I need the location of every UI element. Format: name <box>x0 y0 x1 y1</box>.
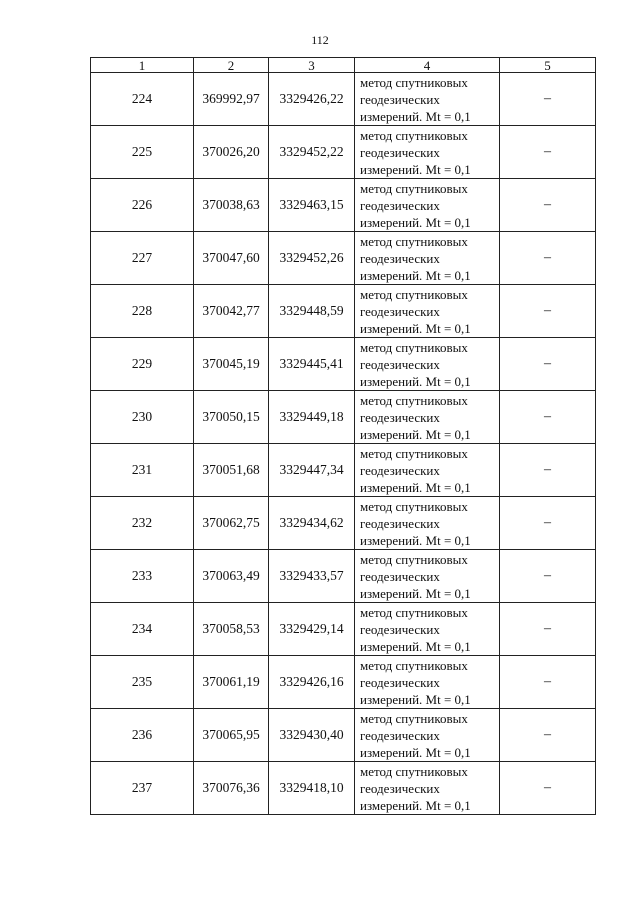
note-cell: – <box>500 550 596 603</box>
method-line: геодезических <box>360 303 440 319</box>
note-cell: – <box>500 444 596 497</box>
method-cell <box>355 232 500 285</box>
method-line: геодезических <box>360 780 440 796</box>
y-coordinate-cell: 3329434,62 <box>269 497 355 550</box>
method-cell <box>355 656 500 709</box>
method-cell <box>355 497 500 550</box>
method-line: метод спутниковых <box>360 127 468 143</box>
method-line: метод спутниковых <box>360 392 468 408</box>
method-line: измерений. Mt = 0,1 <box>360 426 471 442</box>
method-line: метод спутниковых <box>360 445 468 461</box>
method-line: измерений. Mt = 0,1 <box>360 797 471 813</box>
y-coordinate-cell: 3329433,57 <box>269 550 355 603</box>
method-line: метод спутниковых <box>360 180 468 196</box>
column-header: 2 <box>194 58 269 73</box>
point-number-cell: 229 <box>91 338 194 391</box>
y-coordinate-cell: 3329447,34 <box>269 444 355 497</box>
x-coordinate-cell: 370076,36 <box>194 762 269 815</box>
column-header: 4 <box>355 58 500 73</box>
coordinates-table <box>90 57 596 815</box>
note-cell: – <box>500 656 596 709</box>
page-number: 112 <box>311 33 329 47</box>
x-coordinate-cell: 370047,60 <box>194 232 269 285</box>
x-coordinate-cell: 370038,63 <box>194 179 269 232</box>
method-line: геодезических <box>360 356 440 372</box>
method-cell <box>355 709 500 762</box>
point-number-cell: 235 <box>91 656 194 709</box>
x-coordinate-cell: 370061,19 <box>194 656 269 709</box>
method-cell <box>355 73 500 126</box>
method-line: геодезических <box>360 568 440 584</box>
method-line: геодезических <box>360 462 440 478</box>
note-cell: – <box>500 73 596 126</box>
note-cell: – <box>500 232 596 285</box>
table-row <box>91 126 596 179</box>
point-number-cell: 227 <box>91 232 194 285</box>
y-coordinate-cell: 3329430,40 <box>269 709 355 762</box>
y-coordinate-cell: 3329445,41 <box>269 338 355 391</box>
method-line: метод спутниковых <box>360 498 468 514</box>
note-cell: – <box>500 338 596 391</box>
x-coordinate-cell: 370050,15 <box>194 391 269 444</box>
point-number-cell: 225 <box>91 126 194 179</box>
point-number-cell: 230 <box>91 391 194 444</box>
x-coordinate-cell: 370062,75 <box>194 497 269 550</box>
table-row <box>91 762 596 815</box>
point-number-cell: 233 <box>91 550 194 603</box>
note-cell: – <box>500 709 596 762</box>
method-line: метод спутниковых <box>360 551 468 567</box>
point-number-cell: 236 <box>91 709 194 762</box>
method-line: метод спутниковых <box>360 763 468 779</box>
y-coordinate-cell: 3329429,14 <box>269 603 355 656</box>
method-line: измерений. Mt = 0,1 <box>360 532 471 548</box>
method-line: геодезических <box>360 250 440 266</box>
method-cell <box>355 179 500 232</box>
method-line: измерений. Mt = 0,1 <box>360 214 471 230</box>
method-line: измерений. Mt = 0,1 <box>360 585 471 601</box>
column-header: 3 <box>269 58 355 73</box>
y-coordinate-cell: 3329426,16 <box>269 656 355 709</box>
point-number-cell: 224 <box>91 73 194 126</box>
point-number-cell: 232 <box>91 497 194 550</box>
y-coordinate-cell: 3329448,59 <box>269 285 355 338</box>
table-row <box>91 285 596 338</box>
y-coordinate-cell: 3329463,15 <box>269 179 355 232</box>
method-line: метод спутниковых <box>360 286 468 302</box>
y-coordinate-cell: 3329452,22 <box>269 126 355 179</box>
table-row <box>91 232 596 285</box>
table-row <box>91 656 596 709</box>
x-coordinate-cell: 369992,97 <box>194 73 269 126</box>
method-cell <box>355 285 500 338</box>
point-number-cell: 234 <box>91 603 194 656</box>
method-cell <box>355 338 500 391</box>
note-cell: – <box>500 179 596 232</box>
method-cell <box>355 391 500 444</box>
x-coordinate-cell: 370051,68 <box>194 444 269 497</box>
y-coordinate-cell: 3329452,26 <box>269 232 355 285</box>
method-line: геодезических <box>360 621 440 637</box>
method-line: метод спутниковых <box>360 233 468 249</box>
method-line: геодезических <box>360 727 440 743</box>
method-line: измерений. Mt = 0,1 <box>360 691 471 707</box>
method-cell <box>355 762 500 815</box>
x-coordinate-cell: 370065,95 <box>194 709 269 762</box>
x-coordinate-cell: 370045,19 <box>194 338 269 391</box>
method-line: измерений. Mt = 0,1 <box>360 373 471 389</box>
table-row <box>91 179 596 232</box>
method-line: геодезических <box>360 515 440 531</box>
method-line: измерений. Mt = 0,1 <box>360 161 471 177</box>
method-line: метод спутниковых <box>360 710 468 726</box>
method-line: геодезических <box>360 91 440 107</box>
table-row <box>91 550 596 603</box>
method-cell <box>355 444 500 497</box>
note-cell: – <box>500 603 596 656</box>
column-header: 5 <box>500 58 596 73</box>
method-line: метод спутниковых <box>360 657 468 673</box>
method-line: геодезических <box>360 197 440 213</box>
point-number-cell: 226 <box>91 179 194 232</box>
x-coordinate-cell: 370026,20 <box>194 126 269 179</box>
method-cell <box>355 550 500 603</box>
note-cell: – <box>500 497 596 550</box>
x-coordinate-cell: 370063,49 <box>194 550 269 603</box>
method-line: измерений. Mt = 0,1 <box>360 638 471 654</box>
x-coordinate-cell: 370042,77 <box>194 285 269 338</box>
method-line: геодезических <box>360 674 440 690</box>
table-row <box>91 338 596 391</box>
method-line: измерений. Mt = 0,1 <box>360 108 471 124</box>
table-body <box>91 73 596 815</box>
method-line: геодезических <box>360 144 440 160</box>
y-coordinate-cell: 3329449,18 <box>269 391 355 444</box>
point-number-cell: 231 <box>91 444 194 497</box>
table-row <box>91 391 596 444</box>
method-cell <box>355 603 500 656</box>
table-row <box>91 73 596 126</box>
table-header-row <box>91 58 596 73</box>
method-line: измерений. Mt = 0,1 <box>360 267 471 283</box>
point-number-cell: 228 <box>91 285 194 338</box>
point-number-cell: 237 <box>91 762 194 815</box>
table-row <box>91 709 596 762</box>
table-row <box>91 603 596 656</box>
note-cell: – <box>500 126 596 179</box>
method-line: измерений. Mt = 0,1 <box>360 320 471 336</box>
note-cell: – <box>500 762 596 815</box>
y-coordinate-cell: 3329426,22 <box>269 73 355 126</box>
method-line: измерений. Mt = 0,1 <box>360 479 471 495</box>
y-coordinate-cell: 3329418,10 <box>269 762 355 815</box>
method-line: измерений. Mt = 0,1 <box>360 744 471 760</box>
note-cell: – <box>500 285 596 338</box>
table-row <box>91 497 596 550</box>
method-line: метод спутниковых <box>360 604 468 620</box>
method-line: метод спутниковых <box>360 74 468 90</box>
method-cell <box>355 126 500 179</box>
table-row <box>91 444 596 497</box>
x-coordinate-cell: 370058,53 <box>194 603 269 656</box>
method-line: метод спутниковых <box>360 339 468 355</box>
note-cell: – <box>500 391 596 444</box>
column-header: 1 <box>91 58 194 73</box>
method-line: геодезических <box>360 409 440 425</box>
